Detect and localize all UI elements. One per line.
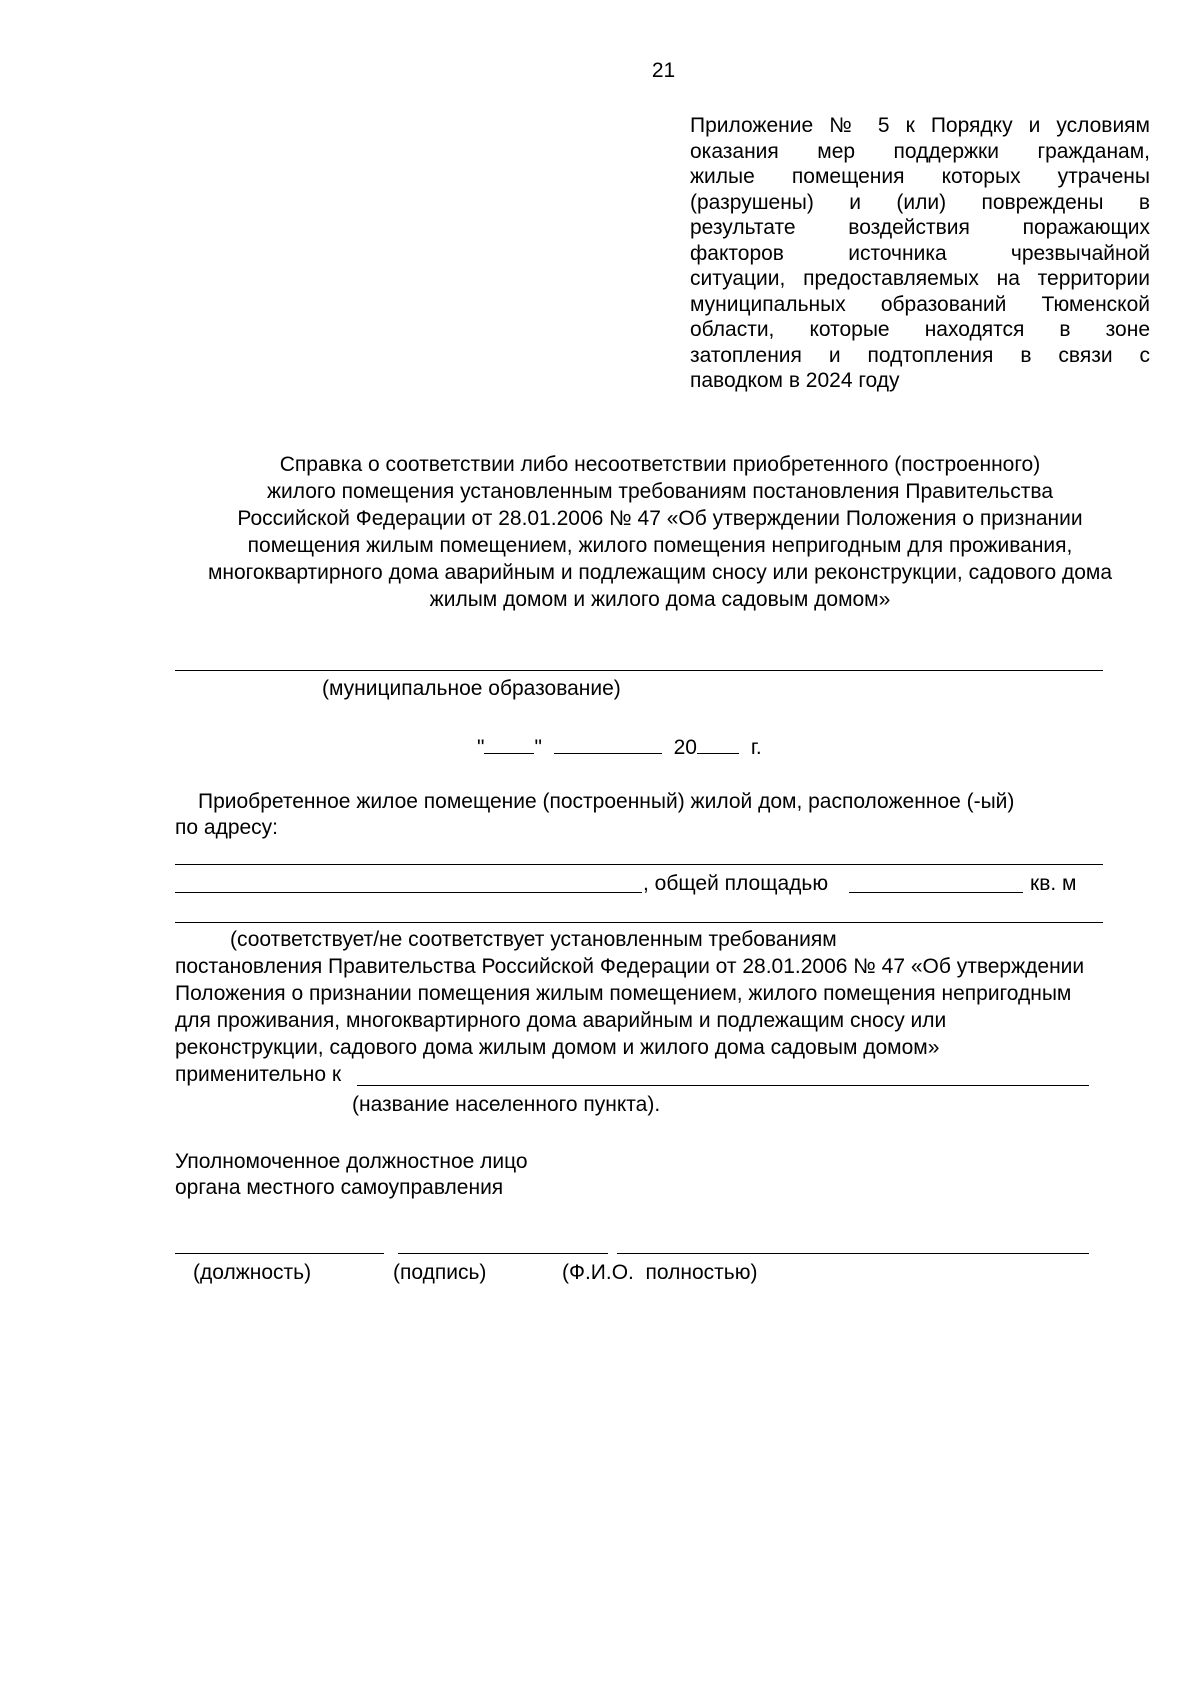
signature-field-line[interactable] bbox=[398, 1253, 608, 1254]
official-line: Уполномоченное должностное лицо bbox=[175, 1150, 528, 1173]
date-line bbox=[477, 733, 762, 761]
conformity-line: реконструкции, садового дома жилым домом и жилого дома садовым домом» bbox=[175, 1036, 940, 1059]
signature-caption: (подпись) bbox=[393, 1261, 487, 1284]
address-field-line[interactable] bbox=[175, 864, 1103, 865]
date-quote-close: " bbox=[534, 736, 542, 759]
appendix-note bbox=[690, 113, 1150, 394]
conformity-line: для проживания, многоквартирного дома аварийным и подлежащим сносу или bbox=[175, 1009, 947, 1032]
appendix-line: факторов источника чрезвычайной bbox=[690, 241, 1150, 265]
title-line: жилым домом и жилого дома садовым домом» bbox=[429, 588, 891, 611]
page-number: 21 bbox=[651, 59, 676, 82]
title-line: Российской Федерации от 28.01.2006 № 47 «Об утверждении Положения о признании bbox=[237, 507, 1083, 530]
conformity-line: постановления Правительства Российской Федерации от 28.01.2006 № 47 «Об утверждении bbox=[175, 955, 1085, 978]
date-day-field[interactable] bbox=[484, 733, 534, 754]
date-month-field[interactable] bbox=[554, 733, 662, 754]
date-year-field[interactable] bbox=[697, 733, 739, 754]
conformity-line: Положения о признании помещения жилым помещением, жилого помещения непригодным bbox=[175, 982, 1072, 1005]
area-field-line[interactable] bbox=[849, 892, 1023, 893]
position-caption: (должность) bbox=[193, 1261, 312, 1284]
full-name-caption: (Ф.И.О. полностью) bbox=[562, 1261, 758, 1284]
address-field-line[interactable] bbox=[175, 922, 1103, 923]
official-line: органа местного самоуправления bbox=[175, 1176, 504, 1199]
municipality-caption: (муниципальное образование) bbox=[322, 677, 621, 700]
settlement-caption: (название населенного пункта). bbox=[352, 1093, 661, 1116]
appendix-line: области, которые находятся в зоне bbox=[690, 318, 1150, 341]
municipality-field-line[interactable] bbox=[175, 670, 1103, 671]
position-field-line[interactable] bbox=[175, 1253, 384, 1254]
full-name-field-line[interactable] bbox=[617, 1253, 1089, 1254]
address-field-line[interactable] bbox=[175, 892, 642, 893]
dwelling-intro-line: по адресу: bbox=[175, 816, 279, 839]
area-label: , общей площадью bbox=[643, 872, 829, 895]
conformity-line: (соответствует/не соответствует установленным требованиям bbox=[230, 928, 837, 951]
document-title bbox=[160, 451, 1160, 613]
appendix-line: Приложение № 5 к Порядку и условиям bbox=[690, 114, 1150, 137]
settlement-field-line[interactable] bbox=[357, 1085, 1089, 1086]
title-line: Справка о соответствии либо несоответствии приобретенного (построенного) bbox=[279, 453, 1041, 476]
dwelling-intro-line: Приобретенное жилое помещение (построенный) жилой дом, расположенное (-ый) bbox=[198, 790, 1015, 813]
date-year-suffix: г. bbox=[750, 736, 762, 759]
title-line: многоквартирного дома аварийным и подлежащим сносу или реконструкции, садового дома bbox=[207, 561, 1113, 584]
appendix-line: оказания мер поддержки гражданам, bbox=[690, 139, 1150, 163]
title-line: помещения жилым помещением, жилого помещения непригодным для проживания, bbox=[247, 534, 1073, 557]
appendix-line: ситуации, предоставляемых на территории bbox=[690, 267, 1150, 290]
date-year-prefix: 20 bbox=[673, 736, 697, 759]
area-unit: кв. м bbox=[1030, 872, 1077, 895]
appendix-line: паводком в 2024 году bbox=[690, 369, 900, 392]
appendix-line: затопления и подтопления в связи с bbox=[690, 343, 1150, 367]
date-quote-open: " bbox=[477, 736, 485, 759]
title-line: жилого помещения установленным требованиям постановления Правительства bbox=[266, 480, 1053, 503]
appendix-line: муниципальных образований Тюменской bbox=[690, 292, 1150, 316]
appendix-line: результате воздействия поражающих bbox=[690, 216, 1150, 239]
appendix-line: (разрушены) и (или) повреждены в bbox=[690, 190, 1150, 214]
appendix-line: жилые помещения которых утрачены bbox=[690, 165, 1150, 188]
applied-label: применительно к bbox=[175, 1063, 342, 1086]
